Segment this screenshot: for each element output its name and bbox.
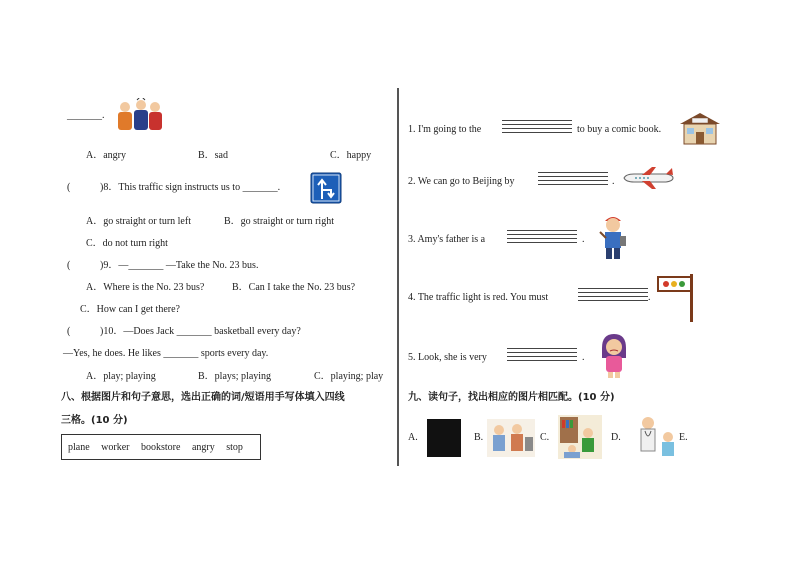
word-plane: plane bbox=[68, 442, 90, 453]
section8-title-line2: 三格。(10 分) bbox=[61, 415, 128, 426]
item1-writing-lines[interactable] bbox=[502, 120, 572, 134]
word-bank bbox=[61, 434, 261, 460]
item1-text: 1. I'm going to the bbox=[408, 124, 482, 135]
match-picture-c[interactable] bbox=[558, 415, 602, 459]
item1-text-end: to buy a comic book. bbox=[577, 124, 662, 135]
q7-blank[interactable]: _______. bbox=[67, 110, 105, 121]
column-divider bbox=[397, 88, 399, 466]
match-picture-d[interactable] bbox=[638, 415, 680, 459]
q8-option-c[interactable]: C．do not turn right bbox=[86, 238, 168, 249]
plane-picture bbox=[622, 166, 674, 190]
item2-text-end: . bbox=[612, 176, 615, 187]
item3-text: 3. Amy's father is a bbox=[408, 234, 486, 245]
q8-paren: ( bbox=[67, 182, 71, 193]
match-label-e: E. bbox=[679, 432, 688, 443]
item5-text-end: . bbox=[582, 352, 585, 363]
match-label-a: A. bbox=[408, 432, 418, 443]
q8-option-b[interactable]: B．go straight or turn right bbox=[224, 216, 334, 227]
traffic-light-picture bbox=[656, 272, 698, 324]
traffic-sign-icon bbox=[310, 172, 342, 204]
q8-stem: )8．This traffic sign instructs us to _______. bbox=[100, 182, 281, 193]
q10-option-a[interactable]: A．play; playing bbox=[86, 371, 156, 382]
angry-people-picture bbox=[115, 98, 165, 136]
match-label-b: B. bbox=[474, 432, 484, 443]
q9-option-c[interactable]: C．How can I get there? bbox=[80, 304, 180, 315]
q10-stem: )10．—Does Jack _______ basketball every day? bbox=[100, 326, 301, 337]
item2-text: 2. We can go to Beijing by bbox=[408, 176, 515, 187]
item2-writing-lines[interactable] bbox=[538, 172, 608, 186]
q7-option-b[interactable]: B．sad bbox=[198, 150, 228, 161]
q10-option-c[interactable]: C．playing; play bbox=[314, 371, 384, 382]
section8-title-line1: 八、根据图片和句子意思，选出正确的词/短语用手写体填入四线 bbox=[61, 392, 345, 403]
bookstore-picture bbox=[678, 110, 722, 148]
word-worker: worker bbox=[101, 442, 130, 453]
match-picture-a[interactable] bbox=[427, 419, 461, 457]
word-stop: stop bbox=[226, 442, 243, 453]
word-bookstore: bookstore bbox=[140, 442, 181, 453]
match-label-d: D. bbox=[611, 432, 621, 443]
q9-paren: ( bbox=[67, 260, 71, 271]
item4-text-end: . bbox=[648, 292, 651, 303]
item5-text: 5. Look, she is very bbox=[408, 352, 487, 363]
q9-stem: )9．—_______ —Take the No. 23 bus. bbox=[100, 260, 259, 271]
angry-girl-picture bbox=[598, 332, 630, 380]
section9-title: 九、读句子，找出相应的图片相匹配。(10 分) bbox=[408, 392, 615, 403]
q9-option-b[interactable]: B．Can I take the No. 23 bus? bbox=[232, 282, 356, 293]
item4-writing-lines[interactable] bbox=[578, 288, 648, 302]
word-angry: angry bbox=[191, 442, 215, 453]
item3-writing-lines[interactable] bbox=[507, 230, 577, 244]
q7-option-a[interactable]: A．angry bbox=[86, 150, 126, 161]
q10-option-b[interactable]: B．plays; playing bbox=[198, 371, 272, 382]
item4-text: 4. The traffic light is red. You must bbox=[408, 292, 549, 303]
match-label-c: C. bbox=[540, 432, 550, 443]
q10-answer: —Yes, he does. He likes _______ sports every day. bbox=[63, 348, 269, 359]
match-picture-b[interactable] bbox=[487, 419, 535, 457]
q9-option-a[interactable]: A．Where is the No. 23 bus? bbox=[86, 282, 205, 293]
worker-picture bbox=[598, 212, 628, 262]
q8-option-a[interactable]: A．go straight or turn left bbox=[86, 216, 191, 227]
item5-writing-lines[interactable] bbox=[507, 348, 577, 362]
q7-option-c[interactable]: C．happy bbox=[330, 150, 372, 161]
item3-text-end: . bbox=[582, 234, 585, 245]
q10-paren: ( bbox=[67, 326, 71, 337]
